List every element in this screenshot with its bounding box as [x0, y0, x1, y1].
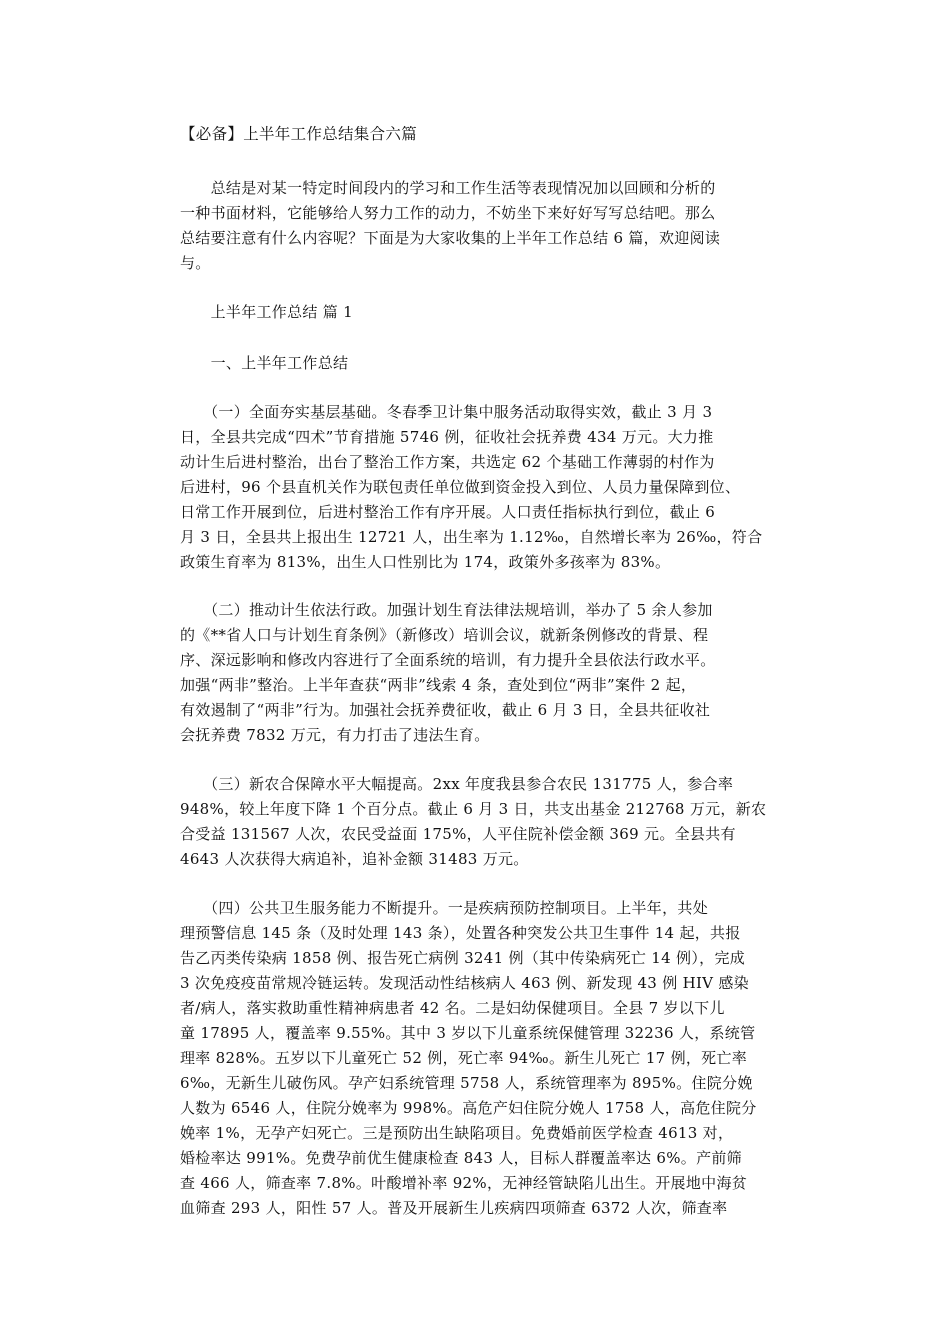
text-line: 动计生后进村整治，出台了整治工作方案，共选定 62 个基础工作薄弱的村作为 — [180, 453, 715, 471]
part-heading-line: 一、上半年工作总结 — [180, 354, 349, 372]
paragraph-4 — [180, 896, 780, 1221]
text-line: （三）新农合保障水平大幅提高。2xx 年度我县参合农民 131775 人，参合率 — [180, 775, 734, 793]
text-line: 查 466 人，筛查率 7.8%。叶酸增补率 92%，无神经管缺陷儿出生。开展地中海贫 — [180, 1174, 748, 1192]
text-line: 月 3 日，全县共上报出生 12721 人，出生率为 1.12‰，自然增长率为 26‰，符合 — [180, 528, 763, 546]
text-line: 4643 人次获得大病追补，追补金额 31483 万元。 — [180, 850, 529, 868]
title-line: 【必备】上半年工作总结集合六篇 — [180, 125, 418, 143]
text-line: 会抚养费 7832 万元，有力打击了违法生育。 — [180, 726, 490, 744]
paragraph-3 — [180, 772, 780, 872]
text-line: 婚检率达 991%。免费孕前优生健康检查 843 人，目标人群覆盖率达 6%。产前筛 — [180, 1149, 742, 1167]
text-line: 3 次免疫疫苗常规冷链运转。发现活动性结核病人 463 例、新发现 43 例 HIV 感染 — [180, 974, 749, 992]
text-line: 日，全县共完成“四术”节育措施 5746 例，征收社会抚养费 434 万元。大力推 — [180, 428, 714, 446]
text-line: （一）全面夯实基层基础。冬春季卫计集中服务活动取得实效，截止 3 月 3 — [180, 403, 713, 421]
text-line: 理率 828%。五岁以下儿童死亡 52 例，死亡率 94‰。新生儿死亡 17 例，死亡率 — [180, 1049, 748, 1067]
paragraph-2 — [180, 598, 780, 748]
text-line: 加强“两非”整治。上半年查获“两非”线索 4 条，查处到位“两非”案件 2 起， — [180, 676, 697, 694]
text-line: 6‰，无新生儿破伤风。孕产妇系统管理 5758 人，系统管理率为 895%。住院分娩 — [180, 1074, 753, 1092]
text-line: 人数为 6546 人，住院分娩率为 998%。高危产妇住院分娩人 1758 人，高危住院分 — [180, 1099, 757, 1117]
text-line: 序、深远影响和修改内容进行了全面系统的培训，有力提升全县依法行政水平。 — [180, 651, 716, 669]
text-line: （四）公共卫生服务能力不断提升。一是疾病预防控制项目。上半年，共处 — [180, 899, 709, 917]
text-line: 政策生育率为 813%，出生人口性别比为 174，政策外多孩率为 83%。 — [180, 553, 671, 571]
section-heading-line: 上半年工作总结 篇 1 — [180, 303, 353, 321]
text-line: 合受益 131567 人次，农民受益面 175%，人平住院补偿金额 369 元。全县共有 — [180, 825, 736, 843]
text-line: 的《**省人口与计划生育条例》（新修改）培训会议，就新条例修改的背景、程 — [180, 626, 709, 644]
text-line: 血筛查 293 人，阳性 57 人。普及开展新生儿疾病四项筛查 6372 人次，筛查率 — [180, 1199, 728, 1217]
text-line: 与。 — [180, 254, 211, 272]
text-line: 948%，较上年度下降 1 个百分点。截止 6 月 3 日，共支出基金 212768 万元，新农 — [180, 800, 767, 818]
text-line: 总结要注意有什么内容呢？下面是为大家收集的上半年工作总结 6 篇，欢迎阅读 — [180, 229, 721, 247]
text-line: 理预警信息 145 条（及时处理 143 条），处置各种突发公共卫生事件 14 起，共报 — [180, 924, 741, 942]
text-line: 有效遏制了“两非”行为。加强社会抚养费征收，截止 6 月 3 日，全县共征收社 — [180, 701, 711, 719]
text-line: 娩率 1%，无孕产妇死亡。三是预防出生缺陷项目。免费婚前医学检查 4613 对， — [180, 1124, 734, 1142]
text-line: 一种书面材料，它能够给人努力工作的动力，不妨坐下来好好写写总结吧。那么 — [180, 204, 716, 222]
text-line: 后进村，96 个县直机关作为联包责任单位做到资金投入到位、人员力量保障到位、 — [180, 478, 741, 496]
part-heading — [180, 351, 780, 376]
text-line: 童 17895 人，覆盖率 9.55%。其中 3 岁以下儿童系统保健管理 32236 人，系统管 — [180, 1024, 756, 1042]
paragraph-1 — [180, 400, 780, 575]
intro-paragraph — [180, 176, 780, 276]
text-line: 者/病人，落实救助重性精神病患者 42 名。二是妇幼保健项目。全县 7 岁以下儿 — [180, 999, 725, 1017]
text-line: 日常工作开展到位，后进村整治工作有序开展。人口责任指标执行到位，截止 6 — [180, 503, 716, 521]
text-line: 告乙丙类传染病 1858 例、报告死亡病例 3241 例（其中传染病死亡 14 例），完成 — [180, 949, 746, 967]
text-line: （二）推动计生依法行政。加强计划生育法律法规培训，举办了 5 余人参加 — [180, 601, 713, 619]
section-heading — [180, 300, 780, 325]
text-line: 总结是对某一特定时间段内的学习和工作生活等表现情况加以回顾和分析的 — [180, 179, 716, 197]
document-title — [180, 122, 780, 147]
